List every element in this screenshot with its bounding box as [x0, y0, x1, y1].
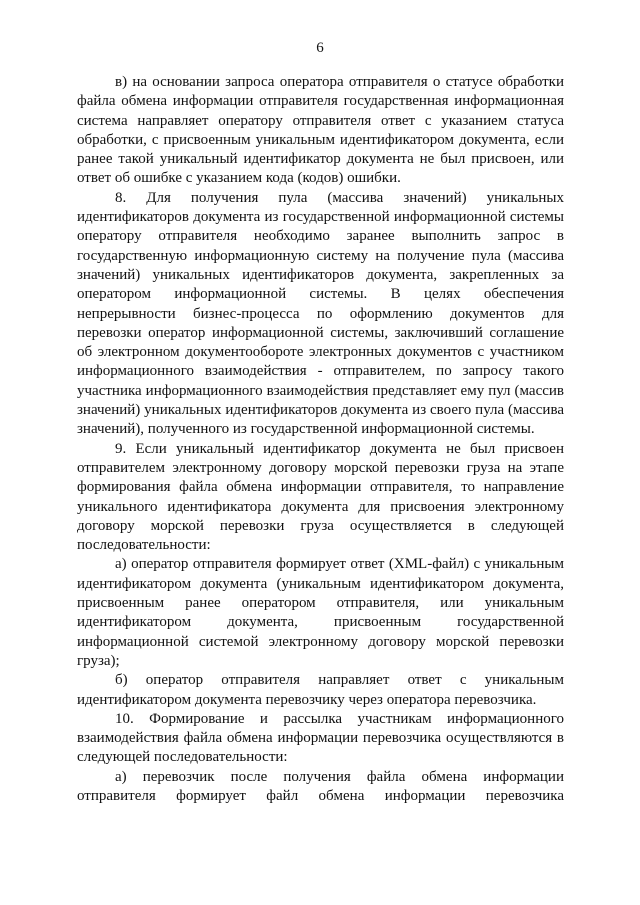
- paragraph-v-status-response: в) на основании запроса оператора отправителя о статусе обработки файла обмена информации отправителя государственная информационная система направляет оператору отправителя ответ с указанием статуса обработки, с присвоенным уникальным идентификатором документа, если ранее такой уникальный идентификатор документа не был присвоен, или ответ об ошибке с указанием кода (кодов) ошибки.: [77, 74, 564, 187]
- paragraph-10-carrier-file: 10. Формирование и рассылка участникам информационного взаимодействия файла обмена информации перевозчика осуществляются в следующей последовательности:: [77, 710, 564, 766]
- paragraph-9b-send-response: б) оператор отправителя направляет ответ с уникальным идентификатором документа перевозчику через оператора перевозчика.: [77, 672, 564, 708]
- paragraph-9a-operator-response: а) оператор отправителя формирует ответ (XML-файл) с уникальным идентификатором документа (уникальным идентификатором документа, присвоенным ранее оператором отправителя, или уникальным идентификатором документа, присвоенным государственной информационной системой электронному договору морской перевозки груза);: [77, 556, 564, 669]
- body-text: [77, 73, 564, 806]
- page-number: 6: [316, 40, 324, 56]
- paragraph-10a-carrier-forms-file: а) перевозчик после получения файла обмена информации отправителя формирует файл обмена информации перевозчика: [77, 768, 564, 804]
- paragraph-10a-wrapper: [77, 768, 564, 806]
- paragraph-8-pool-request: 8. Для получения пула (массива значений) уникальных идентификаторов документа из государственной информационной системы оператору отправителя необходимо заранее выполнить запрос в государственную информационную систему на получение пула (массива значений) уникальных идентификаторов документа, закрепленных за оператором информационной системы. В целях обеспечения непрерывности бизнес-процесса по оформлению документов для перевозки оператор информационной системы, заключивший соглашение об электронном документообороте электронных документов с участником информационного взаимодействия - отправителем, по запросу такого участника информационного взаимодействия представляет ему пул (массив значений) уникальных идентификаторов документа из своего пула (массива значений), полученного из государственной информационной системы.: [77, 189, 564, 438]
- paragraph-9-identifier-assignment: 9. Если уникальный идентификатор документа не был присвоен отправителем электронному договору морской перевозки груза на этапе формирования файла обмена информации отправителя, то направление уникального идентификатора документа для присвоения электронному договору морской перевозки груза осуществляется в следующей последовательности:: [77, 440, 564, 554]
